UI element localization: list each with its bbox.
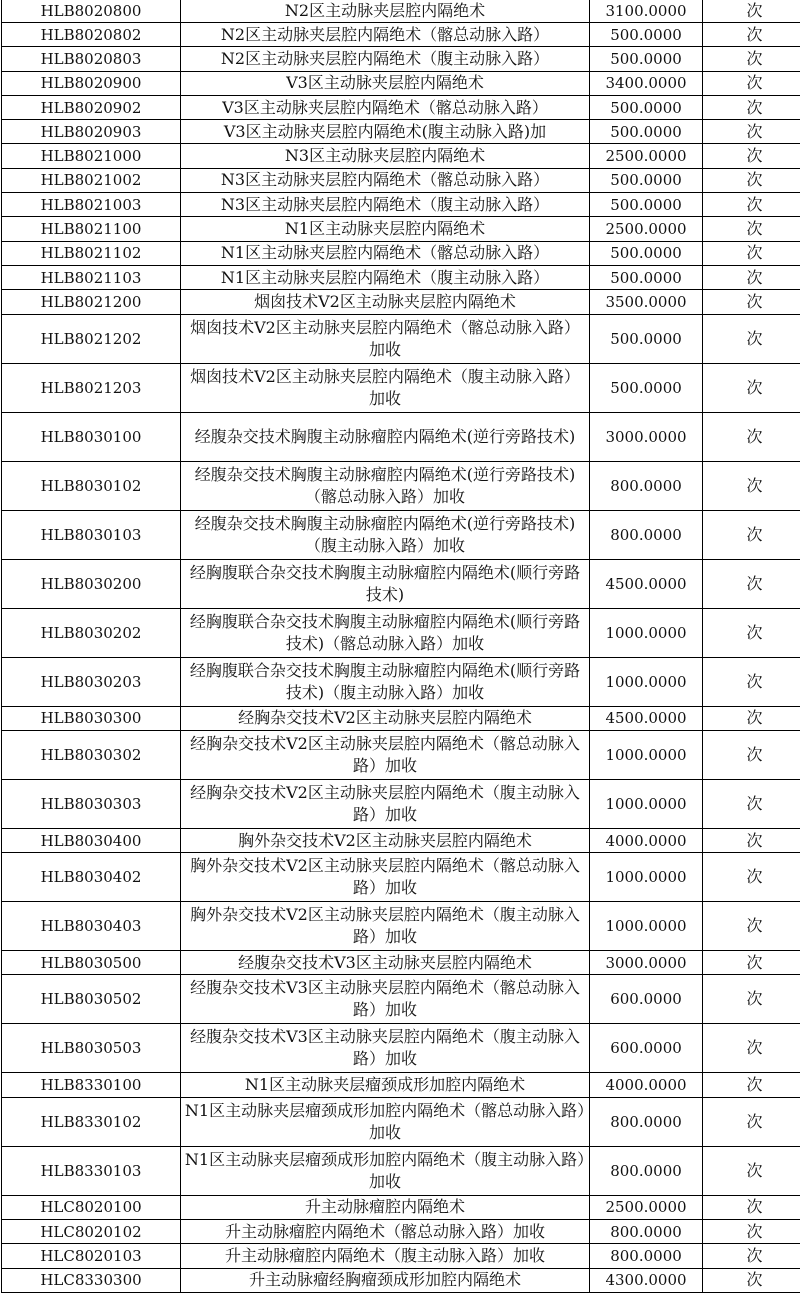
item-unit-cell: 次 [703,168,800,192]
item-unit-cell: 次 [703,730,800,779]
item-price-cell: 800.0000 [590,461,703,510]
item-unit-cell: 次 [703,461,800,510]
item-name-cell: N2区主动脉夹层腔内隔绝术（腹主动脉入路） [181,47,590,71]
item-unit-cell: 次 [703,779,800,828]
item-price-cell: 4500.0000 [590,706,703,730]
item-code-cell: HLB8021103 [2,265,181,289]
item-price-cell: 800.0000 [590,1244,703,1268]
item-price-cell: 500.0000 [590,193,703,217]
item-code-cell: HLB8021002 [2,168,181,192]
item-code-cell: HLB8020802 [2,23,181,47]
item-price-cell: 4000.0000 [590,1073,703,1097]
item-name-cell: V3区主动脉夹层腔内隔绝术 [181,71,590,95]
item-name-cell: N3区主动脉夹层腔内隔绝术（髂总动脉入路） [181,168,590,192]
item-unit-cell: 次 [703,951,800,975]
item-unit-cell: 次 [703,217,800,241]
item-code-cell: HLB8030503 [2,1024,181,1073]
table-row [2,1195,800,1219]
item-name-cell: 经腹杂交技术V3区主动脉夹层腔内隔绝术（腹主动脉入路）加收 [181,1024,590,1073]
item-name-cell: 经腹杂交技术胸腹主动脉瘤腔内隔绝术(逆行旁路技术)（髂总动脉入路）加收 [181,461,590,510]
item-name-cell: N3区主动脉夹层腔内隔绝术 [181,144,590,168]
table-row [2,510,800,559]
item-price-cell: 4500.0000 [590,559,703,608]
item-unit-cell: 次 [703,0,800,23]
table-row [2,363,800,412]
table-row [2,95,800,119]
table-row [2,951,800,975]
item-price-cell: 2500.0000 [590,1195,703,1219]
item-name-cell: N1区主动脉夹层瘤颈成形加腔内隔绝术 [181,1073,590,1097]
item-price-cell: 500.0000 [590,265,703,289]
item-name-cell: 经腹杂交技术胸腹主动脉瘤腔内隔绝术(逆行旁路技术) [181,412,590,461]
item-name-cell: 经胸腹联合杂交技术胸腹主动脉瘤腔内隔绝术(顺行旁路技术) [181,559,590,608]
item-unit-cell: 次 [703,975,800,1024]
item-code-cell: HLB8030203 [2,657,181,706]
table-row [2,71,800,95]
table-row [2,828,800,852]
item-unit-cell: 次 [703,363,800,412]
item-code-cell: HLB8030102 [2,461,181,510]
item-code-cell: HLC8020100 [2,1195,181,1219]
item-unit-cell: 次 [703,1268,800,1292]
item-price-cell: 3100.0000 [590,0,703,23]
item-unit-cell: 次 [703,120,800,144]
item-name-cell: N1区主动脉夹层瘤颈成形加腔内隔绝术（腹主动脉入路）加收 [181,1146,590,1195]
item-code-cell: HLB8030103 [2,510,181,559]
item-price-cell: 500.0000 [590,241,703,265]
item-code-cell: HLB8030500 [2,951,181,975]
table-row [2,608,800,657]
item-unit-cell: 次 [703,47,800,71]
item-price-cell: 600.0000 [590,1024,703,1073]
table-row [2,0,800,23]
table-row [2,23,800,47]
item-price-cell: 500.0000 [590,314,703,363]
table-row [2,290,800,314]
item-price-cell: 1000.0000 [590,608,703,657]
table-row [2,241,800,265]
item-unit-cell: 次 [703,265,800,289]
item-code-cell: HLB8330102 [2,1097,181,1146]
item-name-cell: 经胸杂交技术V2区主动脉夹层腔内隔绝术 [181,706,590,730]
item-code-cell: HLB8030403 [2,902,181,951]
item-price-cell: 1000.0000 [590,853,703,902]
table-row [2,412,800,461]
table-row [2,1268,800,1292]
item-unit-cell: 次 [703,1024,800,1073]
item-name-cell: N2区主动脉夹层腔内隔绝术 [181,0,590,23]
item-code-cell: HLB8330103 [2,1146,181,1195]
item-price-cell: 500.0000 [590,363,703,412]
table-row [2,779,800,828]
table-row [2,1220,800,1244]
item-price-cell: 3400.0000 [590,71,703,95]
item-name-cell: 升主动脉瘤经胸瘤颈成形加腔内隔绝术 [181,1268,590,1292]
table-row [2,314,800,363]
item-unit-cell: 次 [703,1244,800,1268]
item-name-cell: 经腹杂交技术胸腹主动脉瘤腔内隔绝术(逆行旁路技术)（腹主动脉入路）加收 [181,510,590,559]
item-price-cell: 600.0000 [590,975,703,1024]
item-code-cell: HLB8030302 [2,730,181,779]
table-row [2,975,800,1024]
item-name-cell: 升主动脉瘤腔内隔绝术（腹主动脉入路）加收 [181,1244,590,1268]
item-unit-cell: 次 [703,608,800,657]
item-unit-cell: 次 [703,314,800,363]
item-price-cell: 1000.0000 [590,730,703,779]
item-price-cell: 800.0000 [590,510,703,559]
item-unit-cell: 次 [703,510,800,559]
item-price-cell: 800.0000 [590,1220,703,1244]
item-code-cell: HLB8030502 [2,975,181,1024]
item-unit-cell: 次 [703,1073,800,1097]
table-row [2,1097,800,1146]
item-unit-cell: 次 [703,1195,800,1219]
item-unit-cell: 次 [703,902,800,951]
item-name-cell: N1区主动脉夹层腔内隔绝术（腹主动脉入路） [181,265,590,289]
item-code-cell: HLB8020803 [2,47,181,71]
item-code-cell: HLB8030100 [2,412,181,461]
item-code-cell: HLB8030300 [2,706,181,730]
item-unit-cell: 次 [703,95,800,119]
item-unit-cell: 次 [703,193,800,217]
item-name-cell: 烟囱技术V2区主动脉夹层腔内隔绝术 [181,290,590,314]
table-row [2,657,800,706]
item-price-cell: 1000.0000 [590,902,703,951]
item-code-cell: HLB8030400 [2,828,181,852]
item-code-cell: HLB8030202 [2,608,181,657]
item-code-cell: HLB8021202 [2,314,181,363]
item-name-cell: 经胸杂交技术V2区主动脉夹层腔内隔绝术（腹主动脉入路）加收 [181,779,590,828]
item-code-cell: HLB8020900 [2,71,181,95]
item-name-cell: 胸外杂交技术V2区主动脉夹层腔内隔绝术（髂总动脉入路）加收 [181,853,590,902]
item-unit-cell: 次 [703,1097,800,1146]
item-price-cell: 2500.0000 [590,144,703,168]
table-row [2,706,800,730]
item-code-cell: HLC8330300 [2,1268,181,1292]
item-price-cell: 800.0000 [590,1097,703,1146]
item-name-cell: V3区主动脉夹层腔内隔绝术（髂总动脉入路） [181,95,590,119]
fee-table [1,0,800,1293]
item-name-cell: 烟囱技术V2区主动脉夹层腔内隔绝术（髂总动脉入路）加收 [181,314,590,363]
table-row [2,47,800,71]
item-name-cell: 经腹杂交技术V3区主动脉夹层腔内隔绝术 [181,951,590,975]
item-code-cell: HLB8021100 [2,217,181,241]
table-row [2,1073,800,1097]
item-price-cell: 500.0000 [590,95,703,119]
table-row [2,559,800,608]
item-unit-cell: 次 [703,853,800,902]
table-row [2,853,800,902]
item-name-cell: 胸外杂交技术V2区主动脉夹层腔内隔绝术（腹主动脉入路）加收 [181,902,590,951]
item-name-cell: 升主动脉瘤腔内隔绝术（髂总动脉入路）加收 [181,1220,590,1244]
item-price-cell: 1000.0000 [590,779,703,828]
item-code-cell: HLB8020903 [2,120,181,144]
item-name-cell: V3区主动脉夹层腔内隔绝术(腹主动脉入路)加 [181,120,590,144]
item-code-cell: HLC8020103 [2,1244,181,1268]
item-unit-cell: 次 [703,71,800,95]
item-price-cell: 1000.0000 [590,657,703,706]
item-name-cell: 经胸腹联合杂交技术胸腹主动脉瘤腔内隔绝术(顺行旁路技术)（髂总动脉入路）加收 [181,608,590,657]
item-price-cell: 3000.0000 [590,412,703,461]
table-row [2,461,800,510]
item-unit-cell: 次 [703,1146,800,1195]
table-row [2,217,800,241]
item-code-cell: HLB8021200 [2,290,181,314]
item-unit-cell: 次 [703,290,800,314]
item-code-cell: HLB8030402 [2,853,181,902]
table-row [2,168,800,192]
table-row [2,1244,800,1268]
item-name-cell: N1区主动脉夹层腔内隔绝术（髂总动脉入路） [181,241,590,265]
item-name-cell: 经胸杂交技术V2区主动脉夹层腔内隔绝术（髂总动脉入路）加收 [181,730,590,779]
item-unit-cell: 次 [703,559,800,608]
item-code-cell: HLB8021102 [2,241,181,265]
item-unit-cell: 次 [703,706,800,730]
table-row [2,730,800,779]
item-price-cell: 2500.0000 [590,217,703,241]
item-code-cell: HLB8021000 [2,144,181,168]
item-name-cell: N1区主动脉夹层瘤颈成形加腔内隔绝术（髂总动脉入路）加收 [181,1097,590,1146]
item-unit-cell: 次 [703,144,800,168]
fee-table-body [2,0,800,1292]
item-price-cell: 3500.0000 [590,290,703,314]
table-row [2,144,800,168]
table-row [2,902,800,951]
table-row [2,120,800,144]
item-name-cell: N1区主动脉夹层腔内隔绝术 [181,217,590,241]
item-code-cell: HLB8030303 [2,779,181,828]
item-price-cell: 800.0000 [590,1146,703,1195]
item-price-cell: 3000.0000 [590,951,703,975]
item-price-cell: 500.0000 [590,120,703,144]
item-name-cell: 升主动脉瘤腔内隔绝术 [181,1195,590,1219]
item-code-cell: HLC8020102 [2,1220,181,1244]
item-code-cell: HLB8021203 [2,363,181,412]
item-unit-cell: 次 [703,1220,800,1244]
item-name-cell: N3区主动脉夹层腔内隔绝术（腹主动脉入路） [181,193,590,217]
item-unit-cell: 次 [703,241,800,265]
item-code-cell: HLB8020902 [2,95,181,119]
item-unit-cell: 次 [703,657,800,706]
item-code-cell: HLB8021003 [2,193,181,217]
item-code-cell: HLB8330100 [2,1073,181,1097]
item-price-cell: 500.0000 [590,168,703,192]
item-name-cell: 经胸腹联合杂交技术胸腹主动脉瘤腔内隔绝术(顺行旁路技术)（腹主动脉入路）加收 [181,657,590,706]
table-row [2,1024,800,1073]
item-price-cell: 500.0000 [590,47,703,71]
item-unit-cell: 次 [703,828,800,852]
item-unit-cell: 次 [703,23,800,47]
table-row [2,1146,800,1195]
item-price-cell: 4000.0000 [590,828,703,852]
item-unit-cell: 次 [703,412,800,461]
item-name-cell: 胸外杂交技术V2区主动脉夹层腔内隔绝术 [181,828,590,852]
table-row [2,193,800,217]
item-name-cell: 烟囱技术V2区主动脉夹层腔内隔绝术（腹主动脉入路）加收 [181,363,590,412]
item-price-cell: 4300.0000 [590,1268,703,1292]
item-name-cell: 经腹杂交技术V3区主动脉夹层腔内隔绝术（髂总动脉入路）加收 [181,975,590,1024]
item-code-cell: HLB8030200 [2,559,181,608]
item-price-cell: 500.0000 [590,23,703,47]
item-name-cell: N2区主动脉夹层腔内隔绝术（髂总动脉入路） [181,23,590,47]
item-code-cell: HLB8020800 [2,0,181,23]
table-row [2,265,800,289]
